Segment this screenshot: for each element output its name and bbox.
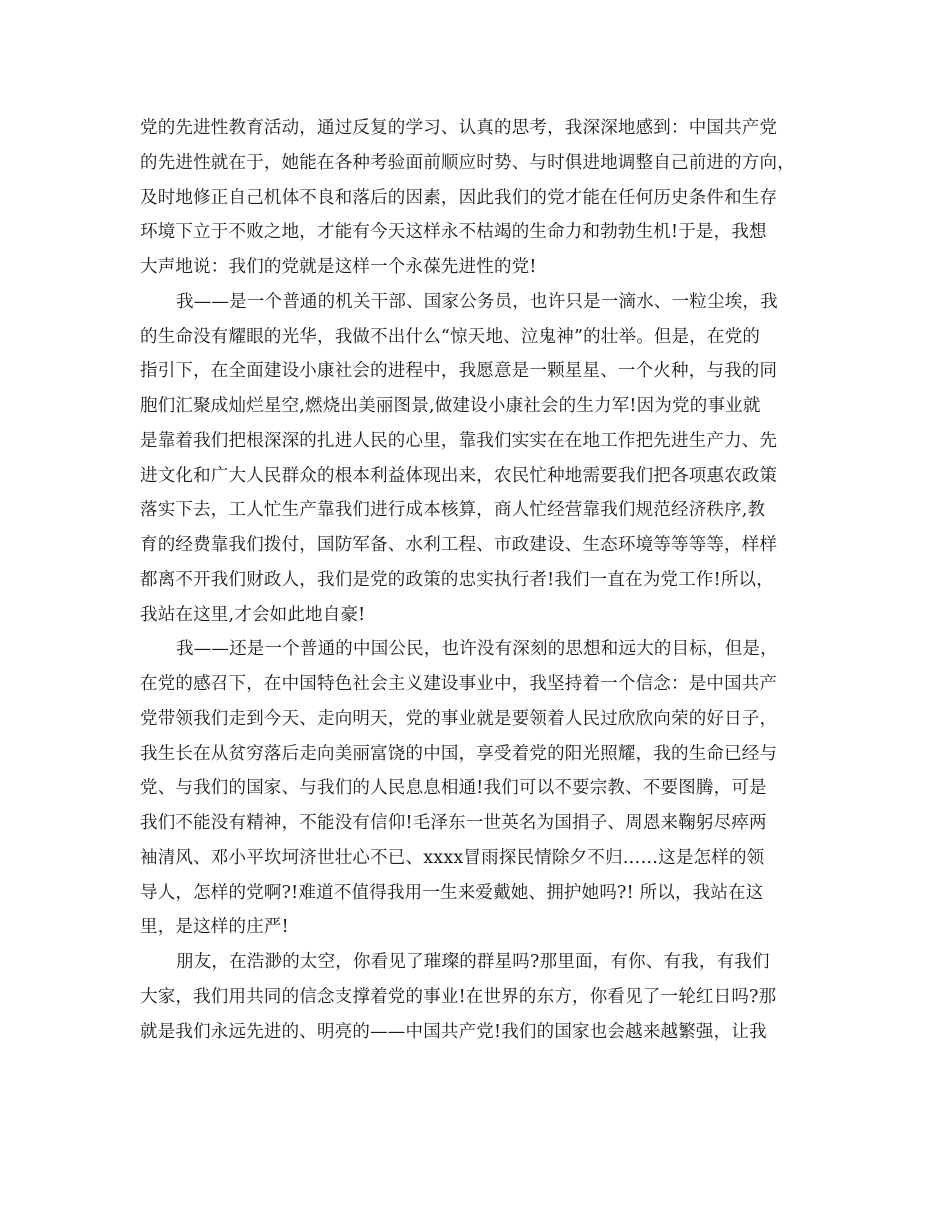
- text-line: 袖清风、邓小平坎坷济世壮心不已、xxxx冒雨探民情除夕不归……这是怎样的领: [140, 847, 765, 868]
- text-line: 都离不开我们财政人，我们是党的政策的忠实执行者!我们一直在为党工作!所以，: [140, 569, 774, 590]
- text-line: 的先进性就在于，她能在各种考验面前顺应时势、与时俱进地调整自己前进的方向，: [140, 152, 795, 173]
- text-line: 是靠着我们把根深深的扎进人民的心里，靠我们实实在在地工作把先进生产力、先: [140, 430, 778, 451]
- text-line: 及时地修正自己机体不良和落后的因素，因此我们的党才能在任何历史条件和生存: [140, 187, 778, 208]
- paragraph-first-line: 我——是一个普通的机关干部、国家公务员，也许只是一滴水、一粒尘埃，我: [176, 291, 778, 312]
- text-line: 导人，怎样的党啊?!难道不值得我用一生来爱戴她、拥护她吗?! 所以，我站在这: [140, 882, 764, 903]
- text-line: 党带领我们走到今天、走向明天，党的事业就是要领着人民过欣欣向荣的好日子，: [140, 708, 778, 729]
- text-line: 进文化和广大人民群众的根本利益体现出来，农民忙种地需要我们把各项惠农政策: [140, 465, 778, 486]
- text-line: 指引下，在全面建设小康社会的进程中，我愿意是一颗星星、一个火种，与我的同: [140, 361, 778, 382]
- text-line: 大声地说：我们的党就是这样一个永葆先进性的党!: [140, 257, 537, 277]
- text-line: 在党的感召下，在中国特色社会主义建设事业中，我坚持着一个信念：是中国共产: [140, 674, 778, 694]
- text-line: 落实下去，工人忙生产靠我们进行成本核算，商人忙经营靠我们规范经济秩序,教: [140, 500, 766, 521]
- paragraph-first-line: 我——还是一个普通的中国公民，也许没有深刻的思想和远大的目标，但是，: [176, 639, 778, 660]
- text-line: 党、与我们的国家、与我们的人民息息相通!我们可以不要宗教、不要图腾，可是: [140, 778, 767, 799]
- text-line: 我们不能没有精神，不能没有信仰!毛泽东一世英名为国捐子、周恩来鞠躬尽瘁两: [140, 813, 767, 833]
- text-line: 就是我们永远先进的、明亮的——中国共产党!我们的国家也会越来越繁强，让我: [140, 1021, 767, 1042]
- text-line: 育的经费靠我们拨付，国防军备、水利工程、市政建设、生态环境等等等等，样样: [140, 535, 778, 555]
- text-line: 胞们汇聚成灿烂星空,燃烧出美丽图景,做建设小康社会的生力军!因为党的事业就: [140, 396, 761, 416]
- text-line: 党的先进性教育活动，通过反复的学习、认真的思考，我深深地感到：中国共产党: [140, 118, 778, 138]
- text-line: 里，是这样的庄严!: [140, 917, 289, 938]
- text-line: 的生命没有耀眼的光华，我做不出什么“惊天地、泣鬼神”的壮举。但是，在党的: [140, 326, 761, 347]
- text-line: 环境下立于不败之地，才能有今天这样永不枯竭的生命力和勃勃生机!于是，我想: [140, 222, 767, 243]
- text-line: 大家，我们用共同的信念支撑着党的事业!在世界的东方，你看见了一轮红日吗?那: [140, 986, 777, 1007]
- document-body: [140, 111, 820, 1049]
- paragraph-first-line: 朋友，在浩渺的太空，你看见了璀璨的群星吗?那里面，有你、有我，有我们: [176, 952, 770, 972]
- text-line: 我生长在从贫穷落后走向美丽富饶的中国，享受着党的阳光照耀，我的生命已经与: [140, 743, 778, 764]
- text-line: 我站在这里,才会如此地自豪!: [140, 604, 366, 625]
